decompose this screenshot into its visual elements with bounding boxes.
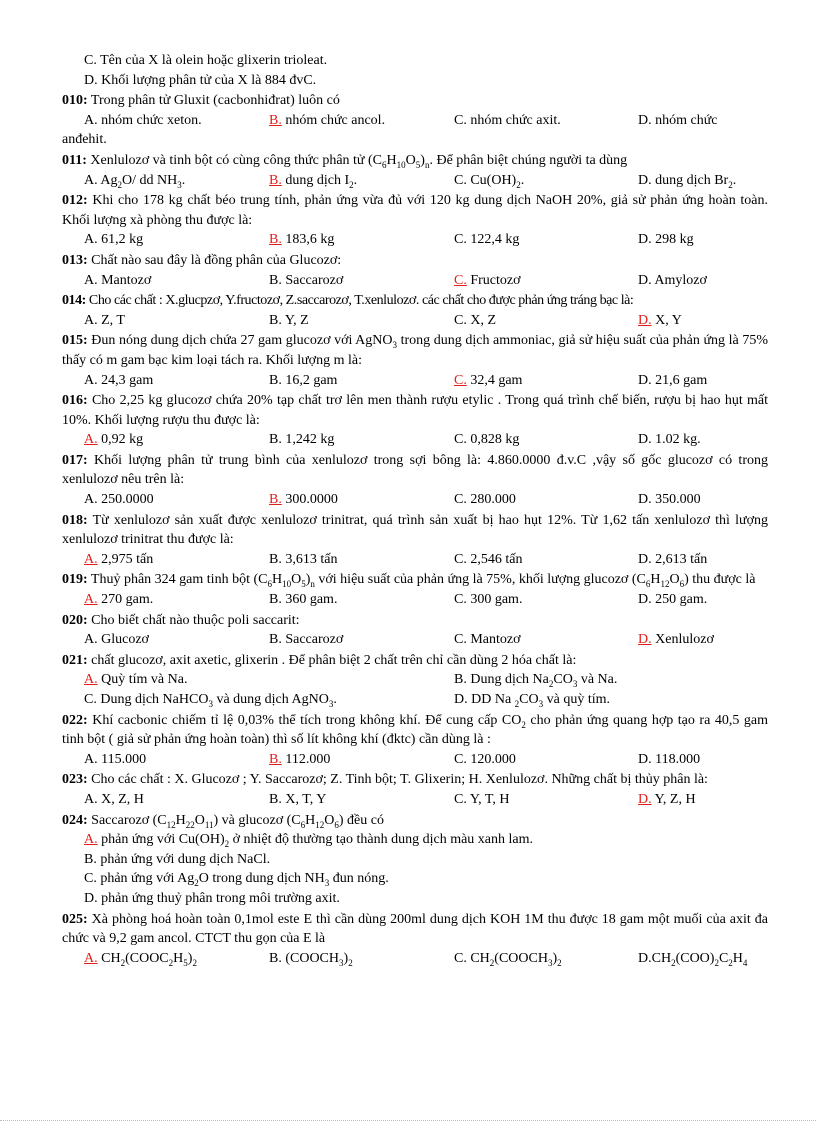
option-d[interactable] xyxy=(638,311,682,331)
t: . xyxy=(520,172,525,188)
t: H xyxy=(305,812,316,828)
option-a[interactable] xyxy=(84,590,153,610)
question-text-tail: trong dung dịch ammoniac, giả sử hiệu suất của phản ứng là 75% thấy có m gam bạc kim loại tách ra. Khối lượng m là: xyxy=(62,333,768,368)
question-text: Cho các chất : X.glucpzơ, Y.fructozơ, Z.saccarozơ, T.xenlulozơ. các chất cho được phản ứng tráng bạc là: xyxy=(85,293,634,309)
sub: n xyxy=(424,159,430,170)
sub: 2 xyxy=(349,179,354,190)
sub: 2 xyxy=(117,179,122,190)
sub: 2 xyxy=(521,719,526,730)
question-012 xyxy=(62,191,768,230)
t: 0,92 kg xyxy=(97,432,144,448)
t: B. Dung dịch Na xyxy=(454,672,549,688)
t: với hiệu suất của phản ứng là 75%, khối lượng glucozơ (C xyxy=(314,572,646,588)
t: 183,6 kg xyxy=(281,232,335,248)
option-c[interactable] xyxy=(454,171,524,191)
sub: 12 xyxy=(315,819,325,830)
answer-mark: B. xyxy=(269,232,282,248)
sub: 12 xyxy=(166,819,176,830)
t: ) thu được là xyxy=(684,572,756,588)
t: O xyxy=(291,572,302,588)
sub: 2 xyxy=(348,957,353,968)
t: . xyxy=(353,172,358,188)
t: ) xyxy=(343,950,349,966)
t: (COOCH xyxy=(494,950,548,966)
option-c[interactable] xyxy=(454,271,521,291)
question-text: Khí cacbonic chiếm tỉ lệ 0,03% thể tích trong không khí. Để cung cấp CO xyxy=(87,712,522,728)
answer-mark: B. xyxy=(269,751,282,767)
t: D. dung dịch Br xyxy=(638,172,729,188)
t: ) xyxy=(305,572,311,588)
question-number: 024: xyxy=(62,812,88,828)
sub: 2 xyxy=(714,957,719,968)
page-footer-divider xyxy=(0,1120,816,1121)
option-b[interactable] xyxy=(269,171,357,191)
t: H xyxy=(650,572,661,588)
option-c[interactable]: C. 280.000 xyxy=(454,492,516,508)
option-b[interactable]: B. 3,613 tấn xyxy=(269,551,338,567)
option-d[interactable]: D. 350.000 xyxy=(638,492,701,508)
option-d[interactable]: D. 21,6 gam xyxy=(638,372,708,388)
sub: 6 xyxy=(645,579,651,590)
sub: 3 xyxy=(572,679,578,690)
question-013 xyxy=(62,251,768,271)
question-020 xyxy=(62,611,768,631)
options-022 xyxy=(62,750,768,770)
sub: 2 xyxy=(728,179,733,190)
option-b[interactable]: B. 1,242 kg xyxy=(269,432,335,448)
option-b[interactable]: B. phản ứng với dung dịch NaCl. xyxy=(84,851,271,867)
option-c[interactable] xyxy=(62,869,768,889)
t: 270 gam. xyxy=(97,592,154,608)
option-c[interactable] xyxy=(454,949,562,969)
question-024 xyxy=(62,811,768,831)
answer-mark: A. xyxy=(84,432,98,448)
sub: 2 xyxy=(671,957,676,968)
question-number: 014: xyxy=(62,293,86,309)
options-018 xyxy=(62,550,768,570)
option-a[interactable]: A. Z, T xyxy=(84,312,125,328)
t: ) đều có xyxy=(338,812,384,828)
answer-mark: A. xyxy=(84,551,98,567)
sub: 3 xyxy=(538,698,544,709)
t: CH xyxy=(97,950,121,966)
sub: 6 xyxy=(267,579,272,590)
sub: 2 xyxy=(192,957,197,968)
sub: 2 xyxy=(728,957,733,968)
answer-mark: A. xyxy=(84,672,98,688)
options-021-row1 xyxy=(62,670,768,690)
question-text: Từ xenlulozơ sản xuất được xenlulozơ trinitrat, quá trình sản xuất bị hao hụt 12%. Từ 1,62 tấn xenlulozơ thì lượng xenlulozơ trinitrat thu được là: xyxy=(62,512,768,548)
sub: n xyxy=(310,579,315,590)
answer-mark: D. xyxy=(638,791,652,807)
option-c[interactable] xyxy=(84,690,337,710)
question-023 xyxy=(62,770,768,790)
sub: 2 xyxy=(194,878,199,889)
option-a[interactable]: A. 24,3 gam xyxy=(84,372,154,388)
question-025 xyxy=(62,910,768,949)
option-d[interactable]: D. nhóm chức xyxy=(638,112,718,128)
option-a[interactable] xyxy=(84,430,143,450)
question-number: 011: xyxy=(62,152,87,168)
option-d-continued: anđehit. xyxy=(62,132,107,148)
sub: 5 xyxy=(301,579,306,590)
options-011 xyxy=(62,171,768,191)
t: H xyxy=(173,950,184,966)
t: C. Dung dịch NaHCO xyxy=(84,692,209,707)
question-number: 010: xyxy=(62,93,88,109)
sub: 3 xyxy=(328,698,334,709)
question-022 xyxy=(62,711,768,750)
sub: 3 xyxy=(208,698,213,709)
option-b[interactable]: B. 360 gam. xyxy=(269,592,338,608)
option-a[interactable]: A. 115.000 xyxy=(84,751,147,767)
question-number: 020: xyxy=(62,612,88,628)
formula-part: H xyxy=(386,152,397,168)
t: O xyxy=(324,812,335,828)
sub: 2 xyxy=(548,679,554,690)
question-number: 015: xyxy=(62,333,88,349)
sub: 6 xyxy=(334,819,339,830)
question-018 xyxy=(62,511,768,550)
question-021 xyxy=(62,651,768,671)
t: Xenlulozơ xyxy=(651,632,714,648)
sub: 22 xyxy=(185,819,195,830)
option-d[interactable]: D. Amylozơ xyxy=(638,272,707,288)
option-d[interactable]: D. 298 kg xyxy=(638,232,694,248)
option-a[interactable]: A. 61,2 kg xyxy=(84,232,144,248)
option-c[interactable] xyxy=(454,371,522,391)
option-c[interactable]: C. X, Z xyxy=(454,312,496,328)
question-number: 012: xyxy=(62,193,88,209)
options-025 xyxy=(62,949,768,969)
option-b-text: nhóm chức ancol. xyxy=(281,112,386,128)
sub: 3 xyxy=(339,957,344,968)
t: ) xyxy=(187,950,193,966)
question-text: Chất nào sau đây là đồng phân của Glucozơ: xyxy=(87,252,342,268)
options-010 xyxy=(62,111,768,131)
option-a[interactable] xyxy=(84,171,185,191)
question-number: 019: xyxy=(62,572,88,588)
sub: 3 xyxy=(547,957,553,968)
question-text: Xenlulozơ và tinh bột có cùng công thức phân tử (C xyxy=(86,152,383,168)
question-text: Trong phân tử Gluxit (cacbonhiđrat) luôn có xyxy=(87,93,340,109)
t: C xyxy=(718,950,729,966)
question-text: Cho biết chất nào thuộc poli saccarit: xyxy=(87,612,300,628)
question-number: 016: xyxy=(62,393,88,409)
option-d[interactable] xyxy=(638,949,747,969)
option-c[interactable]: C. Y, T, H xyxy=(454,791,510,807)
answer-mark: B. xyxy=(269,112,282,128)
sub: 12 xyxy=(660,579,670,590)
sub: 5 xyxy=(415,159,421,170)
option-a[interactable]: A. 250.0000 xyxy=(84,492,154,508)
t: (COO) xyxy=(675,950,715,966)
option-c[interactable]: C. 300 gam. xyxy=(454,592,523,608)
question-number: 022: xyxy=(62,712,88,728)
sub: 2 xyxy=(514,698,520,709)
sub: 2 xyxy=(120,957,126,968)
sub: 2 xyxy=(557,957,562,968)
option-c[interactable]: C. nhóm chức axit. xyxy=(454,112,561,128)
options-023 xyxy=(62,790,768,810)
t: X, Y xyxy=(651,312,682,328)
question-text: Cho các chất : X. Glucozơ ; Y. Saccarozơ; Z. Tinh bột; T. Glixerin; H. Xenlulozơ. Những chất bị thủy phân là: xyxy=(87,772,708,788)
options-021-row2 xyxy=(62,690,768,710)
t: đun nóng. xyxy=(329,871,389,887)
t: O xyxy=(669,572,680,588)
answer-mark: D. xyxy=(638,632,652,648)
t: B. (COOCH xyxy=(269,950,340,966)
answer-mark: B. xyxy=(269,172,282,188)
question-016 xyxy=(62,391,768,430)
question-text: Khi cho 178 kg chất béo trung tính, phản ứng vừa đủ với 120 kg dung dịch NaOH 20%, giả sử phản ứng hoàn toàn. Khối lượng xà phòng thu được là: xyxy=(62,193,768,228)
t: D.CH xyxy=(638,950,672,966)
question-text: Khối lượng phân tử trung bình của xenlulozơ trong sợi bông là: 4.860.0000 đ.v.C ,vậy số gốc glucozơ có trong xenlulozơ nêu trên là: xyxy=(62,452,768,488)
answer-mark: D. xyxy=(638,312,652,328)
formula-part: ) xyxy=(420,152,425,168)
option-d[interactable]: D. phản ứng thuỷ phân trong môi trường axit. xyxy=(84,890,340,906)
t: 300.0000 xyxy=(281,492,338,508)
option-a[interactable] xyxy=(84,949,197,969)
options-020 xyxy=(62,630,768,650)
option-d[interactable] xyxy=(638,630,714,650)
option-d[interactable] xyxy=(638,790,696,810)
t: ) và glucozơ (C xyxy=(213,812,301,828)
option-c[interactable]: C. Mantozơ xyxy=(454,632,521,648)
option-b[interactable] xyxy=(269,230,334,250)
option-a[interactable]: A. Mantozơ xyxy=(84,272,152,288)
question-number: 017: xyxy=(62,452,88,468)
t: H xyxy=(271,572,283,588)
option-a[interactable]: A. X, Z, H xyxy=(84,791,144,807)
option-a[interactable] xyxy=(84,670,187,690)
question-015 xyxy=(62,331,768,370)
option-b[interactable] xyxy=(269,949,353,969)
option-b[interactable]: B. Saccarozơ xyxy=(269,632,344,648)
options-017 xyxy=(62,490,768,510)
sub: 6 xyxy=(300,819,306,830)
sub: 2 xyxy=(516,179,521,190)
sub: 6 xyxy=(679,579,685,590)
t: và Na. xyxy=(577,672,618,688)
option-b[interactable]: B. Saccarozơ xyxy=(269,272,344,288)
t: D. DD Na xyxy=(454,692,515,707)
sub: 3 xyxy=(177,179,182,190)
options-012 xyxy=(62,230,768,250)
question-014 xyxy=(62,291,768,311)
answer-mark: A. xyxy=(84,592,98,608)
question-text: Cho 2,25 kg glucozơ chứa 20% tạp chất trơ lên men thành rượu etylic . Trong quá trình chế biến, rượu bị hao hụt mất 10%. Khối lượng rượu thu được là: xyxy=(62,393,768,428)
option-a[interactable] xyxy=(62,830,768,850)
t: và quỳ tím. xyxy=(543,692,610,707)
options-014 xyxy=(62,311,768,331)
option-d[interactable] xyxy=(638,171,736,191)
question-text-tail: . Để phân biệt chúng người ta dùng xyxy=(429,152,628,168)
option-b[interactable]: B. X, T, Y xyxy=(269,791,327,807)
question-number: 018: xyxy=(62,512,88,528)
t: ở nhiệt độ thường tạo thành dung dịch màu xanh lam. xyxy=(229,832,534,848)
answer-mark: A. xyxy=(84,950,98,966)
options-013 xyxy=(62,271,768,291)
option-d[interactable]: D. 1.02 kg. xyxy=(638,432,701,448)
sub: 4 xyxy=(742,957,748,968)
option-a[interactable] xyxy=(84,550,153,570)
question-010 xyxy=(62,91,768,111)
t: Fructozơ xyxy=(466,272,521,288)
t: C. phản ứng với Ag xyxy=(84,871,195,887)
question-text: Saccarozơ (C xyxy=(87,812,167,828)
t: và dung dịch AgNO xyxy=(212,692,329,707)
formula-part: O xyxy=(405,152,416,168)
t: . xyxy=(181,172,186,188)
answer-mark: C. xyxy=(454,372,467,388)
t: 32,4 gam xyxy=(466,372,523,388)
t: A. Ag xyxy=(84,172,118,188)
question-019 xyxy=(62,570,768,590)
option-b[interactable]: B. Y, Z xyxy=(269,312,309,328)
option-b[interactable] xyxy=(454,670,617,690)
t: H xyxy=(732,950,743,966)
answer-mark: B. xyxy=(269,492,282,508)
options-015 xyxy=(62,371,768,391)
sub: 5 xyxy=(183,957,188,968)
document-body xyxy=(62,51,768,968)
t: CO xyxy=(553,672,573,688)
t: . xyxy=(333,692,337,707)
option-d[interactable] xyxy=(454,690,610,710)
prev-option-d: D. Khối lượng phân tử của X là 884 đvC. xyxy=(84,72,317,88)
option-a[interactable]: A. nhóm chức xeton. xyxy=(84,112,202,128)
option-c[interactable]: C. 122,4 kg xyxy=(454,232,520,248)
options-019 xyxy=(62,590,768,610)
question-number: 013: xyxy=(62,252,88,268)
question-number: 023: xyxy=(62,772,88,788)
t: O xyxy=(194,812,205,828)
option-d[interactable]: D. 118.000 xyxy=(638,751,701,767)
question-text: chất glucozơ, axit axetic, glixerin . Để phân biệt 2 chất trên chỉ cần dùng 2 hóa chất là: xyxy=(87,652,577,668)
sub: 10 xyxy=(396,159,406,170)
t: 2,975 tấn xyxy=(97,551,154,567)
option-c[interactable]: C. 120.000 xyxy=(454,751,516,767)
question-number: 021: xyxy=(62,652,88,668)
t: O/ dd NH xyxy=(121,172,178,188)
sub: 3 xyxy=(392,340,398,351)
t: C. Cu(OH) xyxy=(454,172,517,188)
t: C. CH xyxy=(454,950,490,966)
option-d[interactable]: D. 250 gam. xyxy=(638,592,708,608)
t: ) xyxy=(552,950,558,966)
sub: 2 xyxy=(224,838,230,849)
option-b[interactable] xyxy=(269,750,330,770)
answer-mark: A. xyxy=(84,832,98,848)
option-d[interactable]: D. 2,613 tấn xyxy=(638,551,708,567)
option-b[interactable] xyxy=(269,490,338,510)
sub: 10 xyxy=(282,579,292,590)
question-text-tail: cho phản ứng quang hợp tạo ra 40,5 gam tinh bột ( giả sử phản ứng hoàn toàn) thì số lít không khí (đktc) cần dùng là : xyxy=(62,712,768,748)
question-011 xyxy=(62,151,768,171)
option-a[interactable]: A. Glucozơ xyxy=(84,632,149,648)
sub: 2 xyxy=(168,957,174,968)
question-text: Đun nóng dung dịch chứa 27 gam glucozơ với AgNO xyxy=(87,333,393,349)
question-text: Xà phòng hoá hoàn toàn 0,1mol este E thì cần dùng 200ml dung dịch KOH 1M thu được 18 gam một muối của axit đa chức và 9,2 gam ancol. CTCT thu gọn của E là xyxy=(62,911,768,947)
sub: 2 xyxy=(489,957,495,968)
sub: 6 xyxy=(382,159,387,170)
question-017 xyxy=(62,451,768,490)
sub: 11 xyxy=(204,819,214,830)
t: . xyxy=(732,172,737,188)
option-c[interactable]: C. 2,546 tấn xyxy=(454,551,523,567)
sub: 3 xyxy=(324,878,330,889)
t: H xyxy=(175,812,186,828)
t: O trong dung dịch NH xyxy=(198,871,325,887)
t: 112.000 xyxy=(281,751,331,767)
question-text: Thuỷ phân 324 gam tinh bột (C xyxy=(87,572,268,588)
t: CO xyxy=(519,692,539,707)
options-016 xyxy=(62,430,768,450)
answer-mark: C. xyxy=(454,272,467,288)
option-b[interactable] xyxy=(269,111,385,131)
t: phản ứng với Cu(OH) xyxy=(97,832,225,848)
t: Quỳ tím và Na. xyxy=(97,672,188,688)
question-number: 025: xyxy=(62,911,88,927)
prev-option-c: C. Tên của X là olein hoặc glixerin trioleat. xyxy=(84,53,328,68)
t: Y, Z, H xyxy=(651,791,696,807)
option-c[interactable]: C. 0,828 kg xyxy=(454,432,520,448)
option-b[interactable]: B. 16,2 gam xyxy=(269,372,338,388)
t: (COOC xyxy=(125,950,169,966)
t: dung dịch I xyxy=(281,172,350,188)
